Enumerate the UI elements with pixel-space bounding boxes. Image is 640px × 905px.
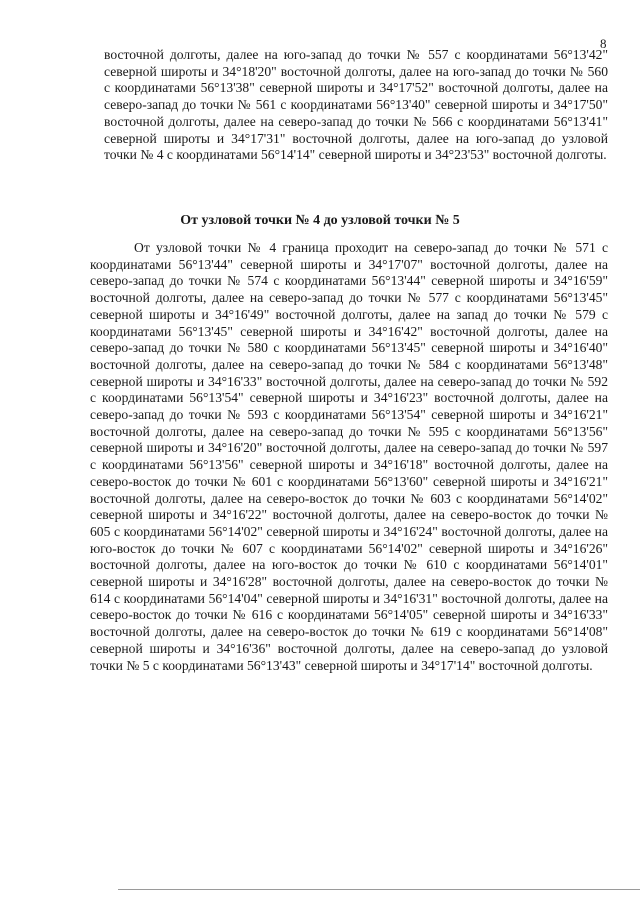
section-heading: От узловой точки № 4 до узловой точки № 5 bbox=[180, 213, 460, 228]
paragraph-boundary-description: От узловой точки № 4 граница проходит на северо-запад до точки № 571 с координатами 56°13'44" северной широты и 34°17'07" восточной долготы, далее на северо-запад до точки № 574 с координатами 56°13'44" северной широты и 34°16'59" восточной долготы, далее на северо-запад до точки № 577 с координатами 56°13'45" северной широты и 34°16'49" восточной долготы, далее на запад до точки № 579 с координатами 56°13'45" северной широты и 34°16'42" восточной долготы, далее на северо-запад до точки № 580 с координатами 56°13'45" северной широты и 34°16'40" восточной долготы, далее на северо-запад до точки № 584 с координатами 56°13'48" северной широты и 34°16'33" восточной долготы, далее на северо-запад до точки № 592 с координатами 56°13'54" северной широты и 34°16'23" восточной долготы, далее на северо-запад до точки № 593 с координатами 56°13'54" северной широты и 34°16'21" восточной долготы, далее на северо-запад до точки № 595 с координатами 56°13'56" северной широты и 34°16'20" восточной долготы, далее на северо-запад до точки № 597 с координатами 56°13'56" северной широты и 34°16'18" восточной долготы, далее на северо-восток до точки № 601 с координатами 56°13'60" северной широты и 34°16'21" восточной долготы, далее на северо-восток до точки № 603 с координатами 56°14'02" северной широты и 34°16'22" восточной долготы, далее на северо-восток до точки № 605 с координатами 56°14'02" северной широты и 34°16'24" восточной долготы, далее на юго-восток до точки № 607 с координатами 56°14'02" северной широты и 34°16'26" восточной долготы, далее на юго-восток до точки № 610 с координатами 56°14'01" северной широты и 34°16'28" восточной долготы, далее на северо-восток до точки № 614 с координатами 56°14'04" северной широты и 34°16'31" восточной долготы, далее на северо-восток до точки № 616 с координатами 56°14'05" северной широты и 34°16'33" восточной долготы, далее на северо-восток до точки № 619 с координатами 56°14'08" северной широты и 34°16'36" восточной долготы, далее на северо-запад до узловой точки № 5 с координатами 56°13'43" северной широты и 34°17'14" восточной долготы. bbox=[90, 240, 608, 673]
bottom-rule bbox=[118, 889, 640, 890]
paragraph-continuation: восточной долготы, далее на юго-запад до точки № 557 с координатами 56°13'42" северной широты и 34°18'20" восточной долготы, далее на юго-запад до точки № 560 с координатами 56°13'38" северной широты и 34°17'52" восточной долготы, далее на северо-запад до точки № 561 с координатами 56°13'40" северной широты и 34°17'50" восточной долготы, далее на северо-запад до точки № 566 с координатами 56°13'41" северной широты и 34°17'31" восточной долготы, далее на юго-запад до узловой точки № 4 с координатами 56°14'14" северной широты и 34°23'53" восточной долготы. bbox=[104, 47, 608, 163]
page-number: 8 bbox=[600, 36, 607, 51]
